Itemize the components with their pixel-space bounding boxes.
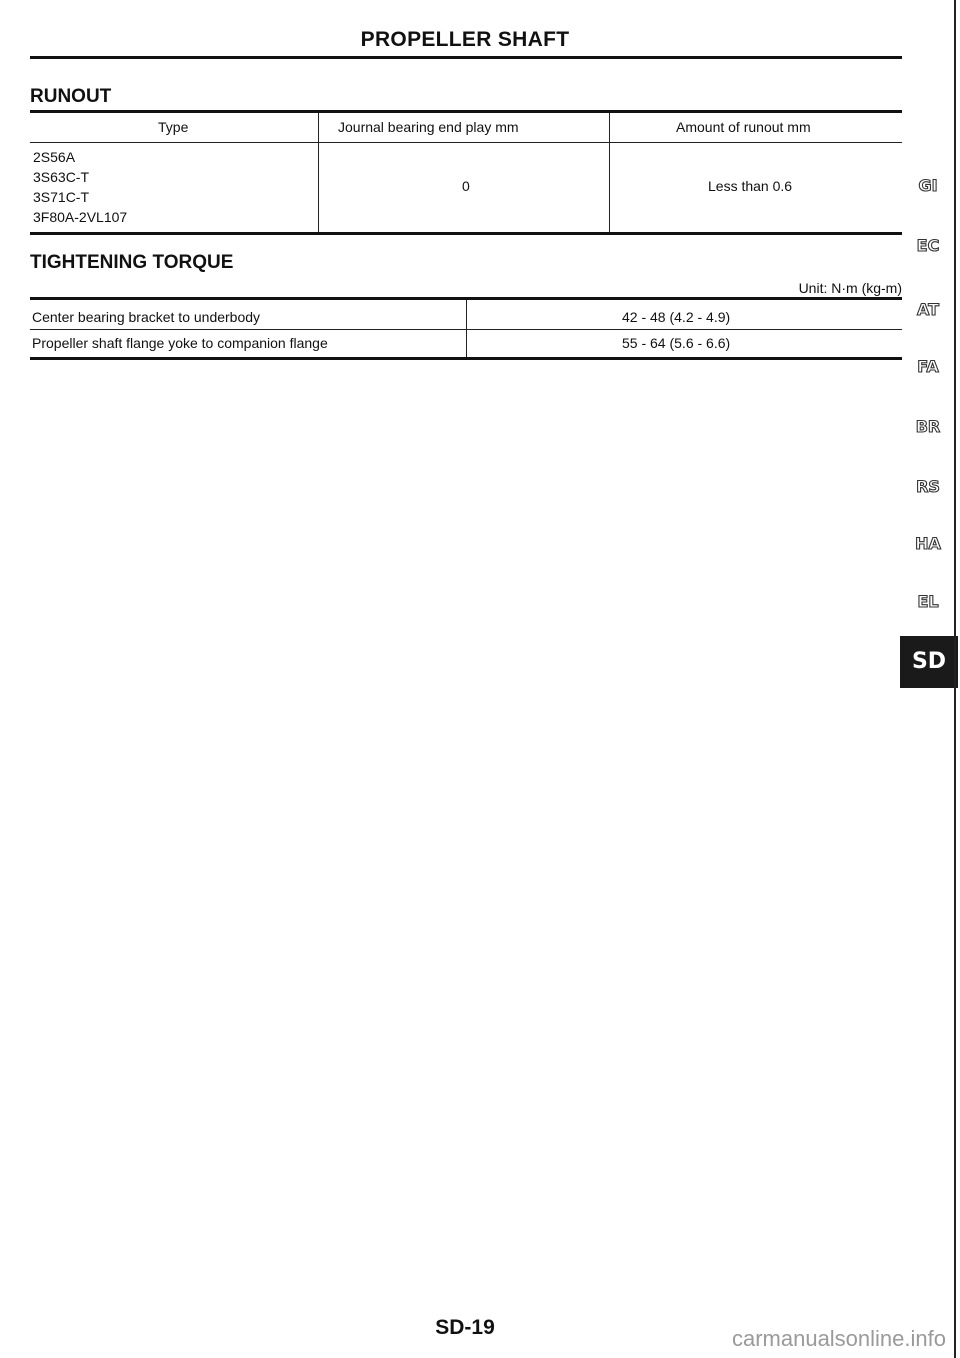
tab-gi[interactable]: GI — [918, 176, 938, 195]
tab-rs[interactable]: RS — [916, 477, 940, 496]
torque-heading: TIGHTENING TORQUE — [30, 252, 234, 273]
torque-bottom-rule — [30, 357, 902, 360]
journal-end-play-value: 0 — [462, 178, 470, 194]
runout-type-item: 3S63C-T — [33, 169, 90, 185]
runout-header-type: Type — [158, 119, 189, 135]
runout-table — [30, 113, 902, 235]
tab-br[interactable]: BR — [915, 417, 941, 436]
torque-row-value: 42 - 48 (4.2 - 4.9) — [622, 309, 731, 325]
page-title: PROPELLER SHAFT — [360, 28, 570, 51]
torque-row-label: Propeller shaft flange yoke to companion flange — [32, 335, 328, 351]
torque-row-value: 55 - 64 (5.6 - 6.6) — [622, 335, 731, 351]
runout-divider — [318, 113, 319, 232]
torque-row-label: Center bearing bracket to underbody — [32, 309, 261, 325]
runout-type-list — [33, 147, 127, 227]
tab-at[interactable]: AT — [916, 300, 940, 319]
runout-divider — [609, 113, 610, 232]
tab-el[interactable]: EL — [917, 592, 939, 611]
tab-ha[interactable]: HA — [915, 534, 941, 553]
torque-row-rule — [30, 329, 902, 330]
runout-type-item: 3S71C-T — [33, 189, 90, 205]
runout-header-rule — [30, 142, 902, 143]
title-rule — [30, 56, 902, 59]
runout-heading: RUNOUT — [30, 86, 112, 107]
runout-bottom-rule — [30, 232, 902, 235]
runout-type-item: 3F80A-2VL107 — [33, 209, 128, 225]
torque-table — [30, 300, 902, 358]
tab-ec[interactable]: EC — [916, 236, 940, 255]
runout-type-item: 2S56A — [33, 149, 76, 165]
torque-unit-label: Unit: N·m (kg-m) — [798, 280, 902, 296]
tab-fa[interactable]: FA — [917, 357, 939, 376]
watermark: carmanualsonline.info — [731, 1326, 946, 1351]
page-number: SD-19 — [435, 1316, 495, 1339]
runout-header-end-play: Journal bearing end play mm — [338, 119, 519, 135]
tab-sd-active[interactable]: SD — [900, 636, 958, 688]
runout-amount-value: Less than 0.6 — [708, 178, 793, 194]
page-edge-rule — [954, 0, 956, 1358]
runout-header-amount: Amount of runout mm — [676, 119, 811, 135]
